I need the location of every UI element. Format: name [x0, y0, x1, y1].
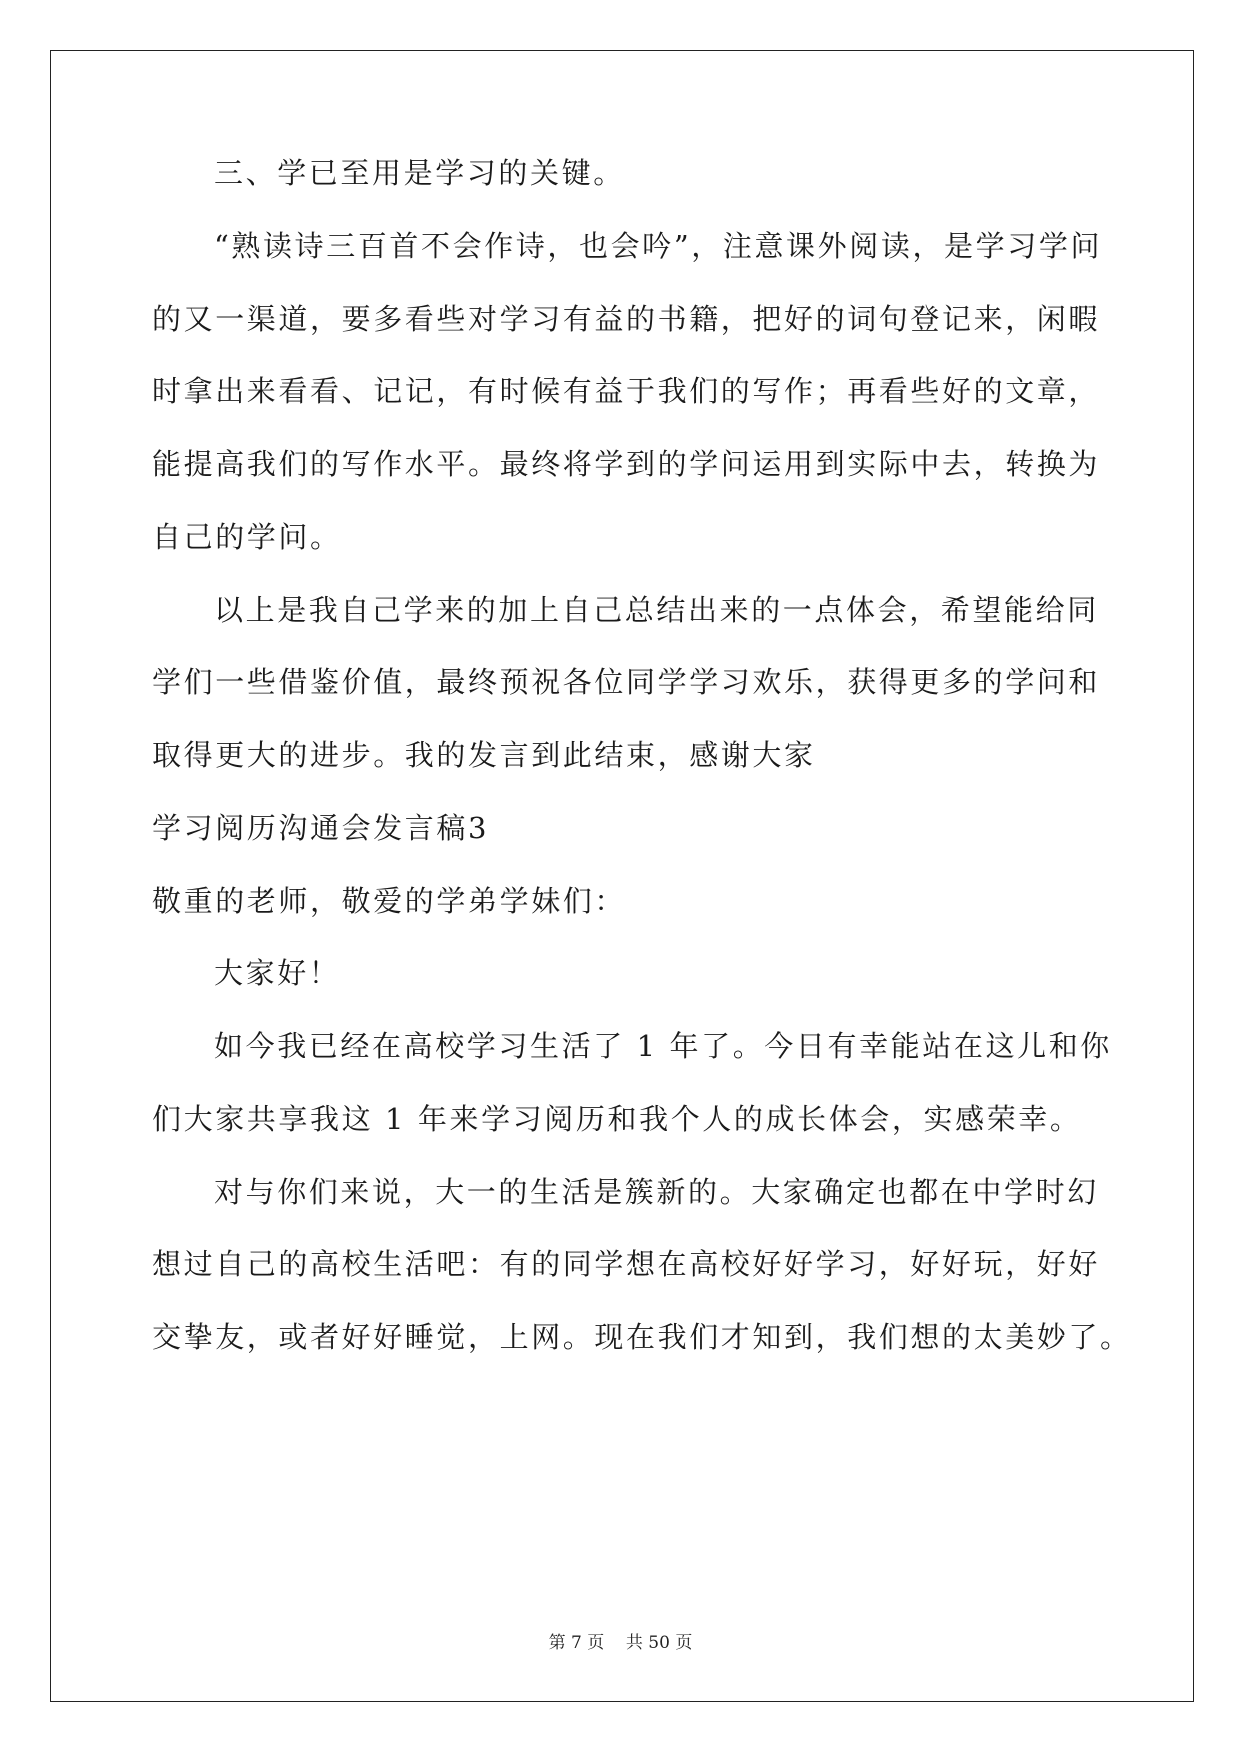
page-border	[50, 50, 1194, 1702]
section-heading: 学习阅历沟通会发言稿3	[152, 811, 490, 845]
paragraph-line: 交挚友，或者好好睡觉，上网。现在我们才知到，我们想的太美妙了。	[152, 1320, 1132, 1354]
salutation: 敬重的老师，敬爱的学弟学妹们：	[152, 884, 627, 918]
paragraph-line: 们大家共享我这 1 年来学习阅历和我个人的成长体会，实感荣幸。	[152, 1102, 1082, 1136]
paragraph-line: 想过自己的高校生活吧：有的同学想在高校好好学习，好好玩，好好	[152, 1247, 1101, 1281]
paragraph-line: 学们一些借鉴价值，最终预祝各位同学学习欢乐，获得更多的学问和	[152, 665, 1101, 699]
paragraph-line: 能提高我们的写作水平。最终将学到的学问运用到实际中去，转换为	[152, 447, 1101, 481]
greeting: 大家好！	[214, 956, 341, 990]
paragraph-line: 自己的学问。	[152, 520, 342, 554]
paragraph-line: “熟读诗三百首不会作诗，也会吟”，注意课外阅读，是学习学问	[214, 229, 1103, 263]
page-number-label: 第 7 页 共 50 页	[548, 1633, 693, 1653]
paragraph-line: 以上是我自己学来的加上自己总结出来的一点体会，希望能给同	[214, 593, 1099, 627]
paragraph-line: 三、学已至用是学习的关键。	[214, 156, 625, 190]
paragraph-line: 取得更大的进步。我的发言到此结束，感谢大家	[152, 738, 816, 772]
paragraph-line: 如今我已经在高校学习生活了 1 年了。今日有幸能站在这儿和你	[214, 1029, 1112, 1063]
paragraph-line: 对与你们来说，大一的生活是簇新的。大家确定也都在中学时幻	[214, 1175, 1099, 1209]
paragraph-line: 的又一渠道，要多看些对学习有益的书籍，把好的词句登记来，闲暇	[152, 302, 1101, 336]
paragraph-line: 时拿出来看看、记记，有时候有益于我们的写作；再看些好的文章，	[152, 374, 1101, 408]
page-footer	[0, 1628, 1241, 1653]
